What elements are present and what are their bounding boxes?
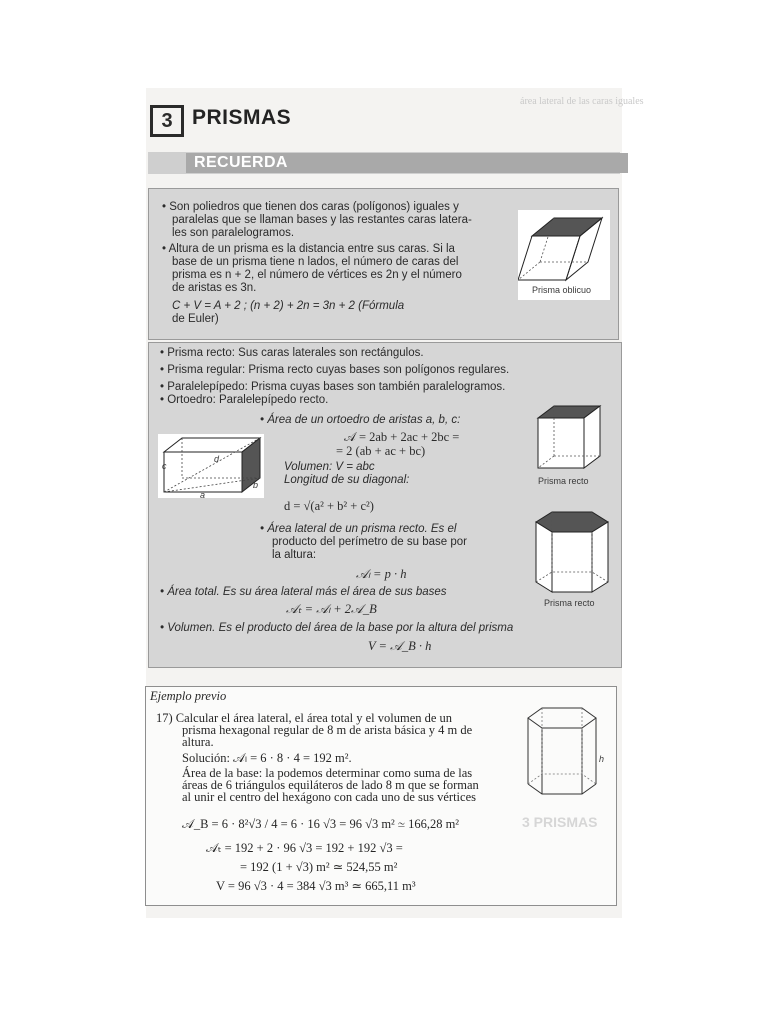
example-line: Área de la base: la podemos determinar como suma de las [182, 766, 473, 780]
example-line: áreas de 6 triángulos equiláteros de lado 8 m que se forman [182, 778, 479, 792]
ortoedro-area-heading: • Área de un ortoedro de aristas a, b, c: [260, 414, 461, 426]
example-total-area: = 192 (1 + √3) m² ≃ 524,55 m² [240, 860, 398, 874]
ortoedro-figure [158, 434, 264, 498]
box1-line: de aristas es 3n. [172, 282, 257, 294]
chapter-title: PRISMAS [192, 106, 292, 129]
edge-label-c: c [162, 461, 167, 471]
edge-label-a: a [200, 490, 206, 500]
lateral-area-text: producto del perímetro de su base por [272, 536, 467, 548]
box1-line: • Son poliedros que tienen dos caras (polígonos) iguales y [162, 201, 459, 213]
figure-caption: Prisma oblicuo [532, 285, 592, 295]
example-line: prisma hexagonal regular de 8 m de arista básica y 4 m de [182, 723, 473, 737]
total-area-formula: 𝒜ₜ = 𝒜ₗ + 2𝒜_B [286, 602, 377, 616]
box2-line: • Ortoedro: Paralelepípedo recto. [160, 394, 329, 406]
bleed-through-text: área lateral de las caras iguales [520, 96, 644, 107]
lateral-area-text: la altura: [272, 549, 317, 561]
diagonal-formula: d = √(a² + b² + c²) [284, 499, 374, 513]
total-area-heading: • Área total. Es su área lateral más el área de sus bases [160, 586, 447, 598]
volume-formula: V = 𝒜_B · h [368, 639, 432, 653]
ortoedro-volume: Volumen: V = abc [284, 461, 375, 473]
ortoedro-area-formula: = 2 (ab + ac + bc) [336, 444, 426, 458]
example-heading: Ejemplo previo [150, 689, 227, 703]
volume-heading: • Volumen. Es el producto del área de la base por la altura del prisma [160, 622, 514, 634]
edge-label-d: d [214, 454, 220, 464]
right-prism-figure [534, 402, 606, 474]
edge-label-b: b [253, 480, 259, 490]
section-label: RECUERDA [186, 153, 628, 173]
box1-line: de Euler) [172, 313, 219, 325]
box1-line: • Altura de un prisma es la distancia entre sus caras. Si la [162, 243, 455, 255]
figure-caption: Prisma recto [544, 598, 595, 608]
bleed-through-header: 3 PRISMAS [522, 814, 598, 830]
example-line: al unir el centro del hexágono con cada uno de sus vértices [182, 790, 476, 804]
box1-line: les son paralelogramos. [172, 227, 295, 239]
lateral-area-formula: 𝒜ₗ = p · h [356, 567, 407, 581]
box1-line: prisma es n + 2, el número de vértices es 2n y el número [172, 269, 462, 281]
height-label: h [599, 754, 605, 764]
box2-line: • Prisma regular: Prisma recto cuyas bases son polígonos regulares. [160, 364, 510, 376]
box2-line: • Paralelepípedo: Prisma cuyas bases son también paralelogramos. [160, 381, 506, 393]
lateral-area-heading: • Área lateral de un prisma recto. Es el [260, 523, 457, 535]
example-line: altura. [182, 735, 214, 749]
hexagonal-prism-outline-figure [516, 700, 606, 804]
figure-caption: Prisma recto [538, 476, 589, 486]
chapter-number: 3 [150, 105, 184, 137]
hexagonal-prism-figure [530, 508, 612, 598]
example-base-area: 𝒜_B = 6 · 8²√3 / 4 = 6 · 16 √3 = 96 √3 m² ≃ 166,28 m² [182, 817, 460, 831]
ortoedro-area-formula: 𝒜 = 2ab + 2ac + 2bc = [344, 430, 460, 444]
box1-line: base de un prisma tiene n lados, el número de caras del [172, 256, 459, 268]
example-total-area: 𝒜ₜ = 192 + 2 · 96 √3 = 192 + 192 √3 = [206, 841, 403, 855]
euler-formula: C + V = A + 2 ; (n + 2) + 2n = 3n + 2 (Fórmula [172, 300, 405, 312]
example-line: 17) Calcular el área lateral, el área total y el volumen de un [156, 711, 453, 725]
example-solution: Solución: 𝒜ₗ = 6 · 8 · 4 = 192 m². [182, 751, 352, 765]
diagonal-heading: Longitud de su diagonal: [284, 474, 410, 486]
box2-line: • Prisma recto: Sus caras laterales son rectángulos. [160, 347, 424, 359]
example-volume: V = 96 √3 · 4 = 384 √3 m³ ≃ 665,11 m³ [216, 879, 416, 893]
box1-line: paralelas que se llaman bases y las restantes caras latera- [172, 214, 472, 226]
